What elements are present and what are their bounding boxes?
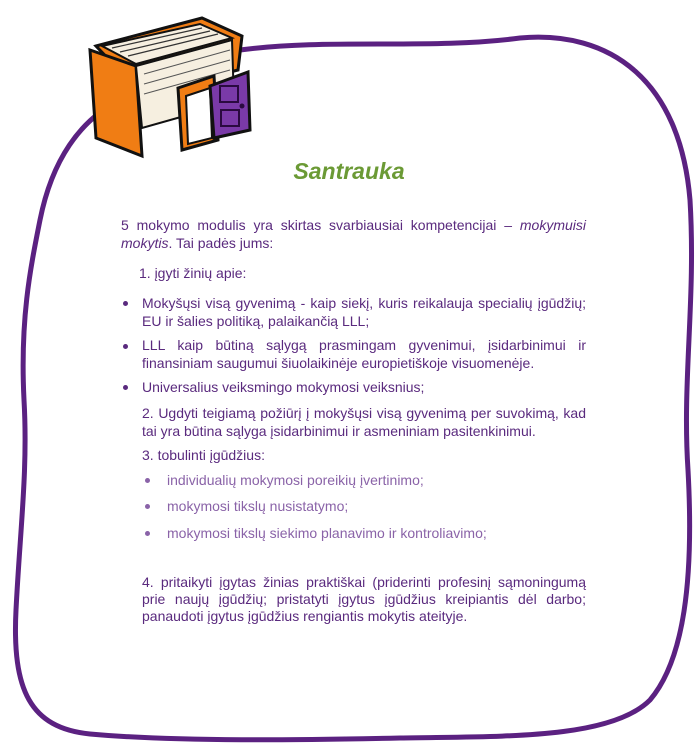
bullet-dot: [145, 478, 150, 483]
bullet-dot: [145, 504, 150, 509]
point-1: 1. įgyti žinių apie:: [139, 265, 247, 281]
list-item: Mokyšųsi visą gyvenimą - kaip siekį, kuris reikalauja specialių įgūdžių; EU ir šalies politiką, palaikančią LLL;: [142, 295, 586, 329]
bullet-dot: [123, 301, 128, 306]
intro-text-end: . Tai padės jums:: [168, 235, 274, 251]
bullet-dot: [123, 385, 128, 390]
list-item: individualių mokymosi poreikių įvertinimo;: [167, 472, 424, 488]
list-item: mokymosi tikslų nusistatymo;: [167, 498, 349, 514]
book-door-clipart: [82, 10, 254, 160]
intro-italic: mokymuisi mokytis: [121, 217, 586, 251]
page-title: Santrauka: [293, 158, 405, 184]
point-4: 4. pritaikyti įgytas žinias praktiškai (priderinti profesinį sąmoningumą prie naujų įgūdžių; pristatyti įgytus įgūdžius kreipiantis dėl darbo; panaudoti įgytus įgūdžius rengiantis mokytis ateityje.: [142, 574, 586, 624]
bullet-dot: [145, 531, 150, 536]
intro-text: 5 mokymo modulis yra skirtas svarbiausiai kompetencijai –: [121, 217, 520, 233]
list-item: mokymosi tikslų siekimo planavimo ir kontroliavimo;: [167, 525, 487, 541]
intro-paragraph: [121, 216, 586, 252]
point-2: 2. Ugdyti teigiamą požiūrį į mokyšųsi visą gyvenimą per suvokimą, kad tai yra būtina sąlyga įsidarbinimui ir asmeniniam pasitenkinimui.: [142, 405, 586, 439]
list-item: LLL kaip būtiną sąlygą prasmingam gyvenimui, įsidarbinimui ir finansiniam saugumui šiuolaikinėje europietiškoje visuomenėje.: [142, 337, 586, 371]
list-item: Universalius veiksmingo mokymosi veiksnius;: [142, 379, 425, 395]
bullet-dot: [123, 344, 128, 349]
point-3: 3. tobulinti įgūdžius:: [142, 447, 265, 463]
